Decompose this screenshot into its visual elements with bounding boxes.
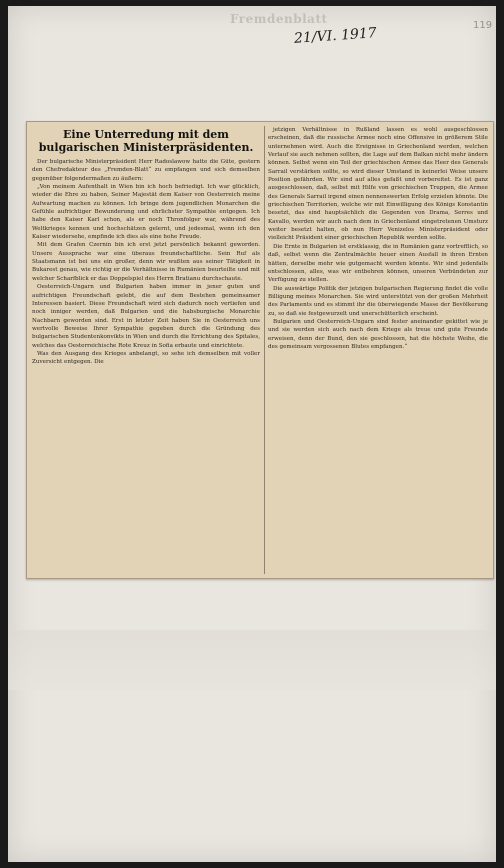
lower-shadow-strip (8, 630, 496, 690)
article-paragraph: Mit dem Grafen Czernin bin ich erst jetzt persönlich bekannt geworden. Unsere Aussprache war eine überaus freundschaftliche. Sein Ruf als Staatsmann ist bei uns ein großer, denn wir wußten aus seiner Tätigkeit in Bukarest genau, wie richtig er die Verhältnisse in Rumänien beurteilte und mit welcher Scharfblick er das Doppelspiel des Herrn Bratianu durchschaute. (32, 242, 260, 282)
article-column-right (268, 126, 488, 574)
article-column-left (32, 126, 260, 574)
page-number: 119 (473, 20, 493, 31)
handwritten-date: 21/VI. 1917 (293, 25, 378, 47)
article-headline: Eine Unterredung mit dem bulgarischen Ministerpräsidenten. (38, 128, 254, 154)
article-paragraph: Bulgarien und Oesterreich-Ungarn sind fester aneinander gekittet wie je und sie werden sich auch nach dem Kriege als treue und gute Freunde erweisen, denn der Bund, den sie geschlossen, hat die höchste Weihe, die des gemeinsam vergossenen Blutes empfangen.“ (268, 318, 488, 350)
article-paragraph: Die auswärtige Politik der jetzigen bulgarischen Regierung findet die volle Billigung meines Monarchen. Sie wird unterstützt von der großen Mehrheit des Parlaments und es stimmt ihr die überwiegende Masse der Bevölkerung zu, so daß sie festgewurzelt und unerschütterlich erscheint. (268, 285, 488, 317)
article-paragraph: Oesterreich-Ungarn und Bulgarien haben immer in jener guten und aufrichtigen Freundschaft gelebt, die auf dem Bestehen gemeinsamer Interessen basiert. Diese Freundschaft wird sich dadurch noch vertiefen und noch inniger werden, daß Bulgarien und die habsburgische Monarchie Nachbarn geworden sind. Erst in letzter Zeit haben Sie in Oesterreich uns wertvolle Beweise Ihrer Sympathie gegeben durch die Gründung des bulgarischen Studentenkonvikts in Wien und durch die Errichtung des Spitales, welches das Oesterreichische Rote Kreuz in Sofia erbaute und einrichtete. (32, 284, 260, 349)
article-paragraph: Was den Ausgang des Krieges anbelangt, so sehe ich demselben mit voller Zuversicht entgegen. Die (32, 350, 260, 366)
article-paragraph: Der bulgarische Ministerpräsident Herr Radoslawow hatte die Güte, gestern den Chefredakteur des „Fremden-Blatt“ zu empfangen und sich demselben gegenüber folgendermaßen zu äußern: (32, 159, 260, 182)
newspaper-clipping (26, 121, 494, 579)
article-paragraph: Die Ernte in Bulgarien ist erstklassig, die in Rumänien ganz vortrefflich, so daß, selbst wenn die Zentralmächte heuer einen Ausfall in ihren Ernten hätten, derselbe mehr wie gutgemacht werden könnte. Wir sind jedenfalls entschlossen, alles, was wir entbehren können, unseren Verbündeten zur Verfügung zu stellen. (268, 243, 488, 284)
article-paragraph: „Von meinem Aufenthalt in Wien bin ich hoch befriedigt. Ich war glücklich, wieder die Ehre zu haben, Seiner Majestät dem Kaiser von Oesterreich meine Aufwartung machen zu können. Ich bringe dem jugendlichen Monarchen die Gefühle aufrichtiger Bewunderung und ehrlichster Sympathie entgegen. Ich habe den Kaiser Karl schon, als er noch Thronfolger war, während des Weltkrieges kennen und hochschätzen gelernt, und jedesmal, wenn ich den Kaiser wiedersehe, empfinde ich dies als eine hohe Freude. (32, 184, 260, 241)
column-divider (264, 126, 265, 574)
article-paragraph: jetzigen Verhältnisse in Rußland lassen es wohl ausgeschlossen erscheinen, daß die russische Armee noch eine Offensive in größerem Stile unternehmen wird. Auch die Ereignisse in Griechenland werden, welchen Verlauf sie auch nehmen sollten, die Lage auf dem Balkan nicht mehr ändern können. Selbst wenn ein Teil der griechischen Armee das Heer des Generals Sarrail verstärken sollte, so wird dieser Umstand in keinerlei Weise unsere Position gefährden. Wir sind auf alles gefaßt und vorbereitet. Es ist ganz ausgeschlossen, daß, selbst mit Hilfe von griechischen Truppen, die Armee des Generals Sarrail irgend einen nennenswerten Erfolg erzielen könnte. Die griechischen Territorien, welche wir mit Einwilligung des Königs Konstantin besetzt, das sind hauptsächlich die Gegenden von Drama, Serres und Kavallo, werden wir auch nach dem in Griechenland eingetretenen Umsturz weiter besetzt halten, ob nun Herr Venizelos Ministerpräsident oder vielleicht Präsident einer griechischen Republik werden sollte. (268, 127, 488, 242)
source-stamp: Fremdenblatt (230, 12, 328, 26)
